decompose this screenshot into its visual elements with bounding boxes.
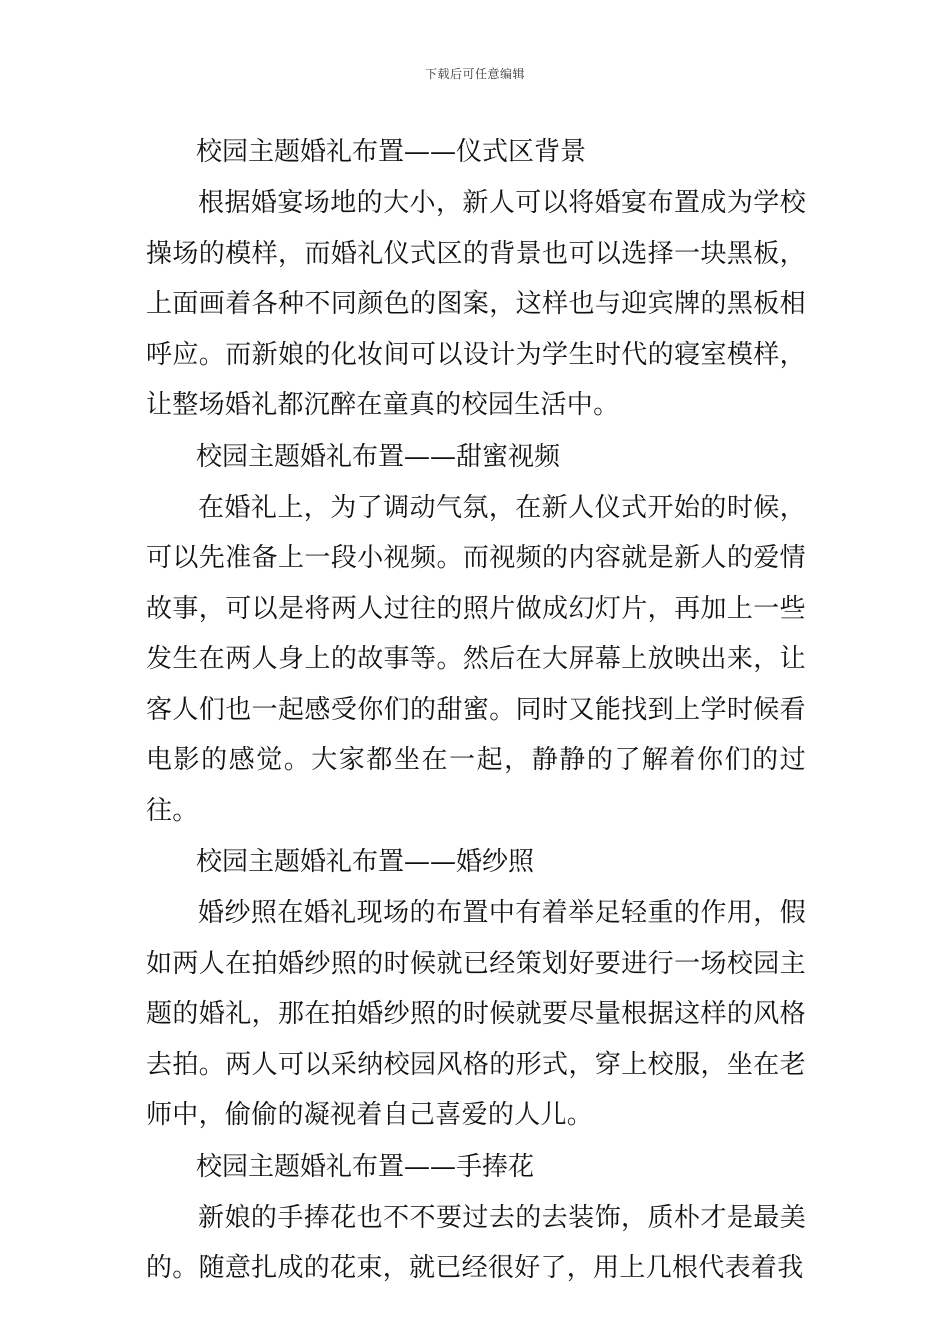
section-heading-ceremony-backdrop: 校园主题婚礼布置——仪式区背景 — [196, 137, 587, 167]
section-paragraph-ceremony-backdrop: 根据婚宴场地的大小，新人可以将婚宴布置成为学校操场的模样，而婚礼仪式区的背景也可以选择一块黑板，上面画着各种不同颜色的图案，这样也与迎宾牌的黑板相呼应。而新娘的化妆间可以设计为学生时代的寝室模样，让整场婚礼都沉醉在童真的校园生活中。 — [146, 188, 806, 420]
page-header: 下载后可任意编辑 — [424, 67, 525, 81]
section-heading-wedding-photos: 校园主题婚礼布置——婚纱照 — [196, 847, 535, 877]
document-body — [146, 128, 806, 1296]
section-paragraph-wedding-photos: 婚纱照在婚礼现场的布置中有着举足轻重的作用，假如两人在拍婚纱照的时候就已经策划好要进行一场校园主题的婚礼，那在拍婚纱照的时候就要尽量根据这样的风格去拍。两人可以采纳校园风格的形式，穿上校服，坐在老师中，偷偷的凝视着自己喜爱的人儿。 — [146, 898, 806, 1130]
section-heading-sweet-video: 校园主题婚礼布置——甜蜜视频 — [196, 441, 561, 472]
section-heading-bouquet: 校园主题婚礼布置——手捧花 — [196, 1151, 535, 1182]
section-paragraph-bouquet: 新娘的手捧花也不不要过去的去装饰，质朴才是最美的。随意扎成的花束，就已经很好了，用上几根代表着我 — [146, 1202, 806, 1283]
section-paragraph-sweet-video: 在婚礼上，为了调动气氛，在新人仪式开始的时候，可以先准备上一段小视频。而视频的内容就是新人的爱情故事，可以是将两人过往的照片做成幻灯片，再加上一些发生在两人身上的故事等。然后在大屏幕上放映出来，让客人们也一起感受你们的甜蜜。同时又能找到上学时候看电影的感觉。大家都坐在一起，静静的了解着你们的过往。 — [146, 492, 806, 826]
